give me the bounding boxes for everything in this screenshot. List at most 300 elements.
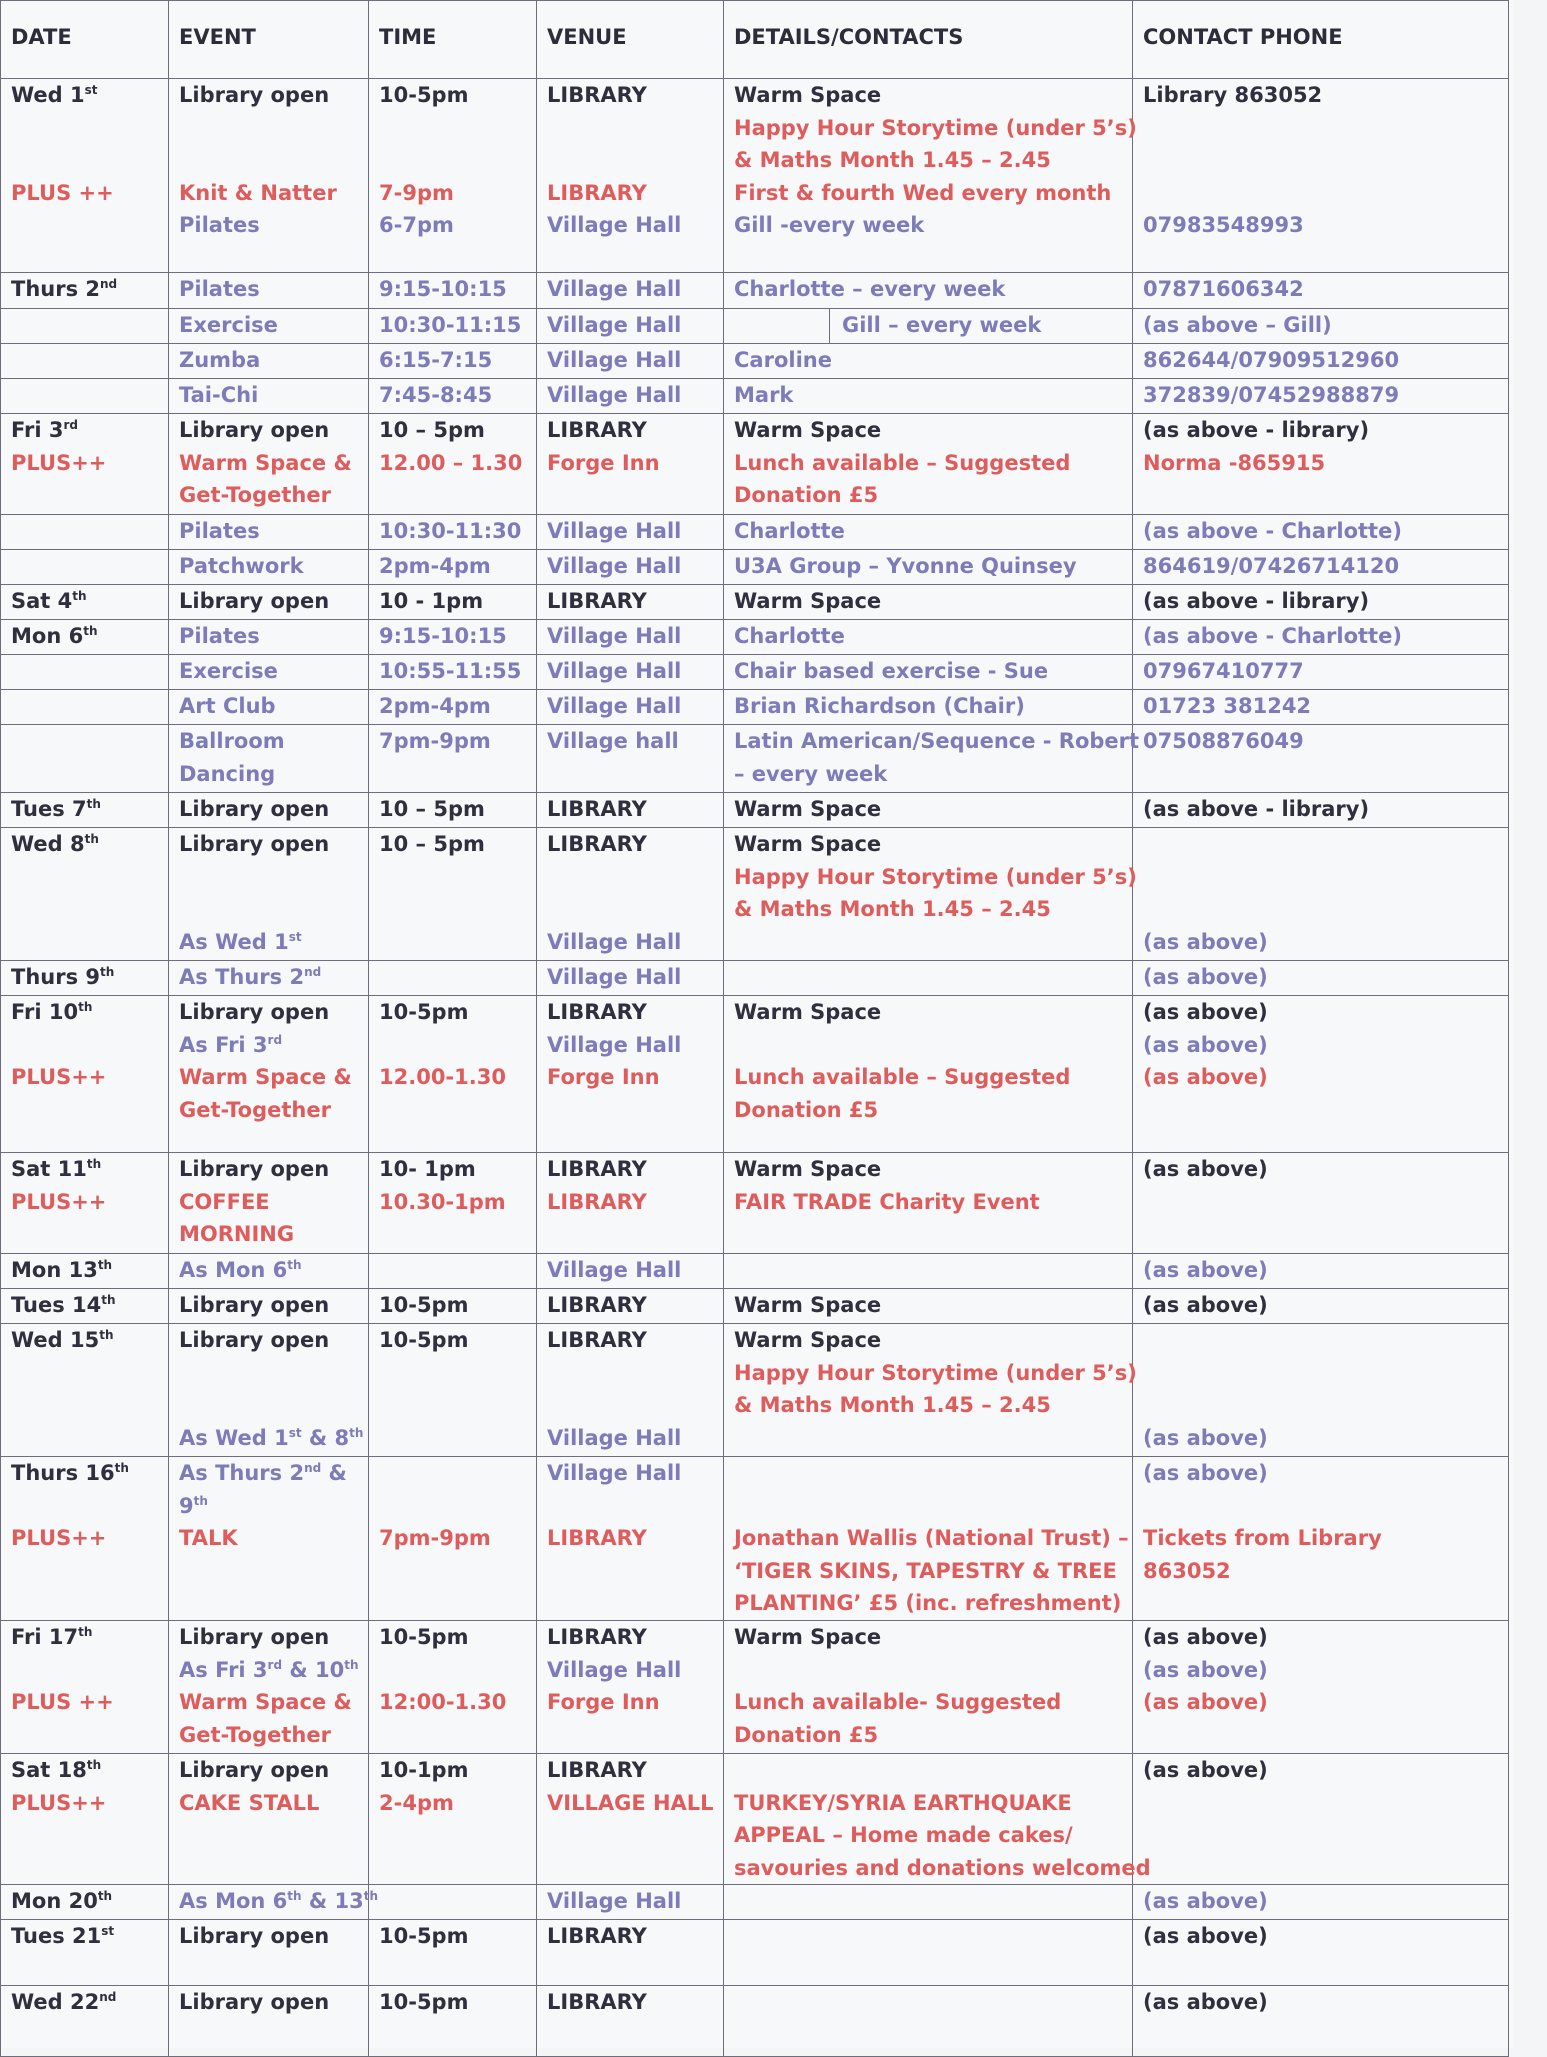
event-line <box>179 1686 368 1719</box>
table-row <box>1 828 1509 961</box>
table-row <box>1 309 1509 344</box>
venue-text: Village Hall <box>547 277 682 301</box>
cell-event <box>169 273 369 309</box>
venue-text: Village Hall <box>547 1461 682 1485</box>
cell-details <box>724 515 1133 550</box>
ordinal-suffix: th <box>84 832 99 846</box>
event-text: Pilates <box>179 277 260 301</box>
header-event: EVENT <box>169 1 369 79</box>
ordinal-suffix: st <box>84 83 98 97</box>
date-line <box>11 1061 168 1094</box>
venue-line <box>547 690 723 723</box>
event-text-cont: & 10 <box>282 1657 345 1682</box>
cell-venue <box>537 1754 724 1885</box>
event-text: As Wed 1 <box>179 929 289 954</box>
time-text: 10 – 5pm <box>379 797 485 821</box>
phone-text: (as above) <box>1143 1690 1268 1714</box>
details-line <box>734 414 1132 447</box>
time-line <box>379 209 536 242</box>
event-line <box>179 828 368 861</box>
cell-phone <box>1133 793 1509 828</box>
details-line <box>734 1621 1132 1654</box>
venue-text: Village Hall <box>547 929 682 954</box>
blank-line <box>1143 177 1508 210</box>
venue-text: Village Hall <box>547 1032 682 1057</box>
blank-line <box>179 1357 368 1390</box>
time-line <box>379 1186 536 1219</box>
cell-venue <box>537 1324 724 1457</box>
table-row <box>1 1920 1509 1986</box>
cell-event <box>169 996 369 1153</box>
details-line <box>734 209 1132 242</box>
details-line <box>734 725 1140 758</box>
time-text: 9:15-10:15 <box>379 277 507 301</box>
table-row <box>1 515 1509 550</box>
event-text: Library open <box>179 797 330 821</box>
event-line <box>179 1920 368 1953</box>
event-line <box>179 725 368 758</box>
event-line <box>179 1621 368 1654</box>
date-line <box>11 1186 168 1219</box>
cell-event <box>169 1920 369 1986</box>
cell-details <box>724 620 1133 655</box>
blank-line <box>734 1654 1132 1687</box>
date-text: Thurs 9 <box>11 965 101 989</box>
cell-time <box>369 961 537 996</box>
cell-phone <box>1133 1621 1509 1754</box>
details-text: Charlotte – every week <box>734 277 1006 301</box>
cell-details <box>724 550 1133 585</box>
date-line <box>11 447 168 480</box>
venue-line <box>547 1920 723 1953</box>
venue-line <box>547 1654 723 1687</box>
event-line <box>179 1986 368 2019</box>
details-text: Donation £5 <box>734 483 879 507</box>
ordinal-suffix: th <box>78 1625 93 1639</box>
cell-event <box>169 1621 369 1754</box>
cell-date <box>1 1920 169 1986</box>
details-line <box>734 1686 1132 1719</box>
cell-details <box>724 273 1133 309</box>
venue-line <box>547 828 723 861</box>
date-text: PLUS ++ <box>11 180 114 205</box>
details-text: & Maths Month 1.45 – 2.45 <box>734 897 1051 921</box>
date-line <box>11 1787 168 1820</box>
cell-venue <box>537 1920 724 1986</box>
details-line <box>734 1186 1132 1219</box>
ordinal-suffix: rd <box>63 418 78 432</box>
cell-event <box>169 344 369 379</box>
cell-date <box>1 550 169 585</box>
ordinal-suffix: th <box>101 1293 116 1307</box>
time-line <box>379 1522 536 1555</box>
date-line <box>11 1254 168 1287</box>
event-text: As Wed 1 <box>179 1425 289 1450</box>
details-line <box>734 585 1132 618</box>
event-line <box>179 515 368 548</box>
date-text: Thurs 16 <box>11 1461 115 1485</box>
venue-text: LIBRARY <box>547 589 647 613</box>
time-text: 10 – 5pm <box>379 832 485 856</box>
phone-text: (as above) <box>1143 1889 1268 1913</box>
table-row <box>1 550 1509 585</box>
venue-line <box>547 725 723 758</box>
time-line <box>379 1153 536 1186</box>
phone-line <box>1143 926 1508 959</box>
cell-phone <box>1133 1920 1509 1986</box>
time-text: 10:30-11:15 <box>379 313 522 337</box>
details-text: Lunch available – Suggested <box>734 1065 1071 1089</box>
venue-text: Village Hall <box>547 1258 682 1282</box>
date-line <box>11 620 168 653</box>
date-line <box>11 828 168 861</box>
date-text: Sat 18 <box>11 1758 87 1782</box>
event-text: 9 <box>179 1493 194 1518</box>
phone-text: (as above - Charlotte) <box>1143 519 1402 543</box>
cell-details <box>724 961 1133 996</box>
cell-phone <box>1133 1289 1509 1324</box>
event-line <box>179 1218 368 1251</box>
ordinal-suffix: th <box>86 1758 102 1772</box>
phone-line <box>1143 1686 1508 1719</box>
phone-text: (as above) <box>1143 1000 1268 1024</box>
cell-date <box>1 1621 169 1754</box>
time-text: 12:00-1.30 <box>379 1690 507 1714</box>
details-text: Donation £5 <box>734 1097 879 1122</box>
cell-details <box>724 79 1137 273</box>
event-line <box>179 1324 368 1357</box>
cell-details <box>724 344 1133 379</box>
table-row <box>1 996 1509 1153</box>
time-line <box>379 1061 536 1094</box>
venue-line <box>547 379 723 412</box>
time-line <box>379 793 536 826</box>
phone-line <box>1143 309 1508 342</box>
cell-date <box>1 1986 169 2057</box>
time-line <box>379 344 536 377</box>
blank-line <box>547 893 723 926</box>
details-text: Lunch available – Suggested <box>734 450 1071 475</box>
venue-text: LIBRARY <box>547 1328 647 1352</box>
time-text: 10-5pm <box>379 1293 469 1317</box>
event-text: As Thurs 2 <box>179 965 305 989</box>
details-text: Warm Space <box>734 832 882 856</box>
event-text: Library open <box>179 589 330 613</box>
event-line <box>179 447 368 480</box>
date-line <box>11 1621 168 1654</box>
cell-event <box>169 309 369 344</box>
cell-venue <box>537 1457 724 1621</box>
details-text: Warm Space <box>734 1293 882 1317</box>
time-line <box>379 79 536 112</box>
time-text: 7-9pm <box>379 180 454 205</box>
venue-text: Village Hall <box>547 383 682 407</box>
cell-time <box>369 344 537 379</box>
cell-time <box>369 79 537 273</box>
event-text: Knit & Natter <box>179 180 337 205</box>
cell-date <box>1 690 169 725</box>
table-row <box>1 1324 1509 1457</box>
cell-venue <box>537 793 724 828</box>
cell-phone <box>1133 344 1509 379</box>
time-text: 10-5pm <box>379 1000 469 1024</box>
cell-details <box>724 725 1140 793</box>
phone-line <box>1143 1061 1508 1094</box>
cell-time <box>369 585 537 620</box>
event-line <box>179 1754 368 1787</box>
table-row <box>1 793 1509 828</box>
date-line <box>11 79 168 112</box>
details-line <box>734 1357 1137 1390</box>
phone-text: (as above - library) <box>1143 589 1370 613</box>
event-text: As Fri 3 <box>179 1657 268 1682</box>
blank-line <box>547 1389 723 1422</box>
event-text: Get-Together <box>179 1722 331 1747</box>
cell-venue <box>537 1153 724 1254</box>
date-text: Mon 13 <box>11 1258 98 1282</box>
blank-line <box>179 893 368 926</box>
date-text: PLUS++ <box>11 1790 107 1815</box>
venue-text: LIBRARY <box>547 1758 647 1782</box>
details-text: Warm Space <box>734 418 882 442</box>
event-text: Library open <box>179 1924 330 1948</box>
cell-phone <box>1133 690 1509 725</box>
event-line <box>179 1654 368 1687</box>
phone-text: 864619/07426714120 <box>1143 554 1400 578</box>
cell-venue <box>537 309 724 344</box>
table-row <box>1 1621 1509 1754</box>
event-line <box>179 479 368 512</box>
date-line <box>11 996 168 1029</box>
time-text: 2-4pm <box>379 1790 454 1815</box>
cell-event <box>169 414 369 515</box>
cell-event <box>169 620 369 655</box>
details-line <box>734 273 1132 306</box>
cell-venue <box>537 550 724 585</box>
cell-details <box>724 1754 1151 1885</box>
cell-event <box>169 725 369 793</box>
blank-line <box>11 1490 168 1523</box>
cell-time <box>369 1254 537 1289</box>
time-line <box>379 1324 536 1357</box>
event-line <box>179 758 368 791</box>
details-line <box>734 144 1132 177</box>
phone-text: (as above) <box>1143 1461 1268 1485</box>
details-text: Warm Space <box>734 797 882 821</box>
cell-time <box>369 996 537 1153</box>
event-text: Exercise <box>179 313 278 337</box>
details-text: Latin American/Sequence - Robert <box>734 729 1140 753</box>
cell-time <box>369 1986 537 2057</box>
cell-date <box>1 344 169 379</box>
venue-line <box>547 209 723 242</box>
date-text: Tues 14 <box>11 1293 102 1317</box>
cell-phone <box>1133 1254 1509 1289</box>
details-text: Gill – every week <box>842 313 1042 337</box>
phone-line <box>1143 79 1508 112</box>
phone-text: (as above - Charlotte) <box>1143 624 1402 648</box>
date-line <box>11 1686 168 1719</box>
cell-phone <box>1133 1754 1509 1885</box>
blank-line <box>379 112 536 145</box>
cell-phone <box>1133 1324 1509 1457</box>
details-line <box>734 1522 1132 1555</box>
details-text: TURKEY/SYRIA EARTHQUAKE <box>734 1790 1072 1815</box>
details-text: Lunch available- Suggested <box>734 1690 1062 1714</box>
phone-text: (as above) <box>1143 1657 1268 1682</box>
cell-phone <box>1133 1986 1509 2057</box>
date-text: Mon 20 <box>11 1889 98 1913</box>
cell-event <box>169 585 369 620</box>
cell-event <box>169 1153 369 1254</box>
phone-line <box>1143 1457 1508 1490</box>
blank-line <box>1143 1357 1508 1390</box>
venue-line <box>547 961 723 994</box>
venue-text: Village Hall <box>547 1657 682 1682</box>
cell-event <box>169 1324 369 1457</box>
phone-text: (as above) <box>1143 1157 1268 1181</box>
phone-text: 863052 <box>1143 1558 1231 1583</box>
time-line <box>379 309 536 342</box>
phone-line <box>1143 1555 1508 1588</box>
details-line <box>734 1587 1132 1620</box>
event-text: CAKE STALL <box>179 1790 320 1815</box>
cell-venue <box>537 414 724 515</box>
phone-text: 862644/07909512960 <box>1143 348 1400 372</box>
cell-venue <box>537 1621 724 1754</box>
event-line <box>179 1457 368 1490</box>
venue-text: Village Hall <box>547 965 682 989</box>
venue-line <box>547 926 723 959</box>
details-text: U3A Group – Yvonne Quinsey <box>734 554 1077 578</box>
cell-phone <box>1133 1885 1509 1920</box>
time-text: 10-5pm <box>379 1990 469 2014</box>
time-line <box>379 996 536 1029</box>
phone-line <box>1143 620 1508 653</box>
cell-event <box>169 1289 369 1324</box>
cell-date <box>1 655 169 690</box>
time-text: 12.00-1.30 <box>379 1065 506 1089</box>
date-line <box>11 1986 168 2019</box>
event-text: Patchwork <box>179 554 304 578</box>
ordinal-suffix: nd <box>304 965 322 979</box>
cell-time <box>369 1457 537 1621</box>
phone-line <box>1143 209 1508 242</box>
phone-line <box>1143 1754 1508 1787</box>
cell-time <box>369 1885 537 1920</box>
venue-line <box>547 1787 723 1820</box>
phone-text: Library 863052 <box>1143 83 1323 107</box>
phone-line <box>1143 725 1508 758</box>
date-text: Wed 1 <box>11 83 85 107</box>
venue-text: LIBRARY <box>547 832 647 856</box>
time-line <box>379 447 536 480</box>
date-line <box>11 177 168 210</box>
cell-venue <box>537 1254 724 1289</box>
cell-details <box>724 655 1133 690</box>
event-line <box>179 1422 368 1455</box>
details-line <box>734 1819 1132 1852</box>
blank-line <box>179 144 368 177</box>
cell-details <box>724 1254 1133 1289</box>
venue-line <box>547 1254 723 1287</box>
time-line <box>379 273 536 306</box>
ordinal-suffix: th <box>83 624 98 638</box>
ordinal-suffix: th <box>78 1000 93 1014</box>
blank-line <box>1143 1324 1508 1357</box>
time-text: 12.00 – 1.30 <box>379 450 523 475</box>
details-line <box>734 1852 1151 1885</box>
details-line <box>734 79 1132 112</box>
cell-date <box>1 414 169 515</box>
cell-date <box>1 620 169 655</box>
event-line <box>179 690 368 723</box>
details-line <box>734 861 1137 894</box>
phone-line <box>1143 690 1508 723</box>
date-line <box>11 1153 168 1186</box>
blank-line <box>179 1389 368 1422</box>
ordinal-suffix: rd <box>267 1032 283 1047</box>
venue-line <box>547 1324 723 1357</box>
venue-line <box>547 1061 723 1094</box>
cell-details <box>724 1920 1133 1986</box>
date-line <box>11 1457 168 1490</box>
event-line <box>179 550 368 583</box>
cell-event <box>169 690 369 725</box>
phone-line <box>1143 1885 1508 1918</box>
details-text: Charlotte <box>734 519 845 543</box>
event-line <box>179 1153 368 1186</box>
details-line <box>734 1787 1132 1820</box>
details-line <box>734 1153 1132 1186</box>
cell-date <box>1 1885 169 1920</box>
details-text: Gill -every week <box>734 213 925 237</box>
cell-event <box>169 828 369 961</box>
blank-line <box>1143 112 1508 145</box>
event-line <box>179 1061 368 1094</box>
cell-phone <box>1133 309 1509 344</box>
details-text: First & fourth Wed every month <box>734 180 1112 205</box>
blank-line <box>1143 893 1508 926</box>
date-text: PLUS++ <box>11 450 107 475</box>
date-text: PLUS ++ <box>11 1690 114 1714</box>
phone-line <box>1143 273 1508 306</box>
details-line <box>734 690 1132 723</box>
phone-text: (as above - library) <box>1143 418 1370 442</box>
event-text: TALK <box>179 1526 238 1550</box>
cell-venue <box>537 515 724 550</box>
table-row <box>1 273 1509 309</box>
cell-phone <box>1133 550 1509 585</box>
details-text: Happy Hour Storytime (under 5’s) <box>734 115 1137 140</box>
cell-details <box>724 1621 1133 1754</box>
blank-line <box>179 861 368 894</box>
cell-details <box>724 1457 1133 1621</box>
venue-text: LIBRARY <box>547 1189 647 1214</box>
venue-line <box>547 1422 723 1455</box>
cell-venue <box>537 79 724 273</box>
venue-text: LIBRARY <box>547 418 647 442</box>
event-text: Zumba <box>179 348 261 372</box>
ordinal-suffix: nd <box>100 277 118 291</box>
ordinal-suffix: th <box>86 797 101 811</box>
cell-date <box>1 379 169 414</box>
ordinal-suffix: st <box>101 1924 115 1938</box>
phone-text: (as above) <box>1143 1924 1268 1948</box>
details-text: Warm Space <box>734 1000 882 1024</box>
cell-details <box>724 585 1133 620</box>
ordinal-suffix: th <box>193 1493 208 1508</box>
